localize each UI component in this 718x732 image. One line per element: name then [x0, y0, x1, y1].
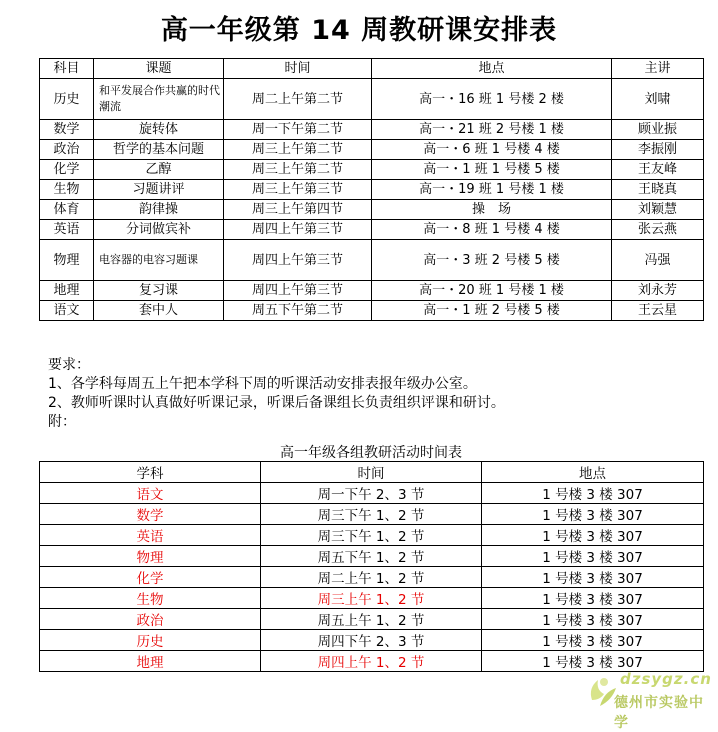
- place-cell: 1 号楼 3 楼 307: [482, 483, 704, 504]
- subject-cell: 历史: [40, 630, 261, 651]
- speaker-cell: 张云燕: [612, 220, 704, 240]
- topic-cell: 旋转体: [94, 120, 224, 140]
- subject-cell: 化学: [40, 567, 261, 588]
- speaker-cell: 刘颖慧: [612, 200, 704, 220]
- requirements: [48, 356, 688, 432]
- schedule-row: [40, 281, 704, 301]
- activity-row: [40, 525, 704, 546]
- schedule-row: [40, 301, 704, 321]
- speaker-cell: 顾业振: [612, 120, 704, 140]
- place-cell: 高一・6 班 1 号楼 4 楼: [372, 140, 612, 160]
- subject-cell: 生物: [40, 588, 261, 609]
- place-cell: 1 号楼 3 楼 307: [482, 546, 704, 567]
- header-topic: 课题: [94, 59, 224, 79]
- subject-cell: 物理: [40, 546, 261, 567]
- place-cell: 1 号楼 3 楼 307: [482, 567, 704, 588]
- time-cell: 周五下午 1、2 节: [261, 546, 482, 567]
- activity-row: [40, 609, 704, 630]
- schedule-row: [40, 160, 704, 180]
- header-place: 地点: [372, 59, 612, 79]
- activity-row: [40, 546, 704, 567]
- activity-row: [40, 588, 704, 609]
- place-cell: 高一・19 班 1 号楼 1 楼: [372, 180, 612, 200]
- place-cell: 高一・21 班 2 号楼 1 楼: [372, 120, 612, 140]
- time-cell: 周四上午第三节: [224, 281, 372, 301]
- speaker-cell: 李振刚: [612, 140, 704, 160]
- place-cell: 1 号楼 3 楼 307: [482, 525, 704, 546]
- time-cell: 周二上午第二节: [224, 79, 372, 120]
- speaker-cell: 王友峰: [612, 160, 704, 180]
- place-cell: 1 号楼 3 楼 307: [482, 651, 704, 672]
- place-cell: 1 号楼 3 楼 307: [482, 504, 704, 525]
- header-speaker: 主讲: [612, 59, 704, 79]
- subject-cell: 地理: [40, 651, 261, 672]
- subject-cell: 化学: [40, 160, 94, 180]
- schedule-table: [39, 58, 704, 321]
- time-cell: 周四上午第三节: [224, 240, 372, 281]
- activity-table: [39, 461, 704, 672]
- schedule-row: [40, 180, 704, 200]
- place-cell: 高一・1 班 2 号楼 5 楼: [372, 301, 612, 321]
- place-cell: 高一・1 班 1 号楼 5 楼: [372, 160, 612, 180]
- schedule-header-row: [40, 59, 704, 79]
- header-time: 时间: [261, 462, 482, 483]
- time-cell: 周四上午第三节: [224, 220, 372, 240]
- time-cell: 周二上午 1、2 节: [261, 567, 482, 588]
- appendix-label: 附：: [48, 414, 76, 430]
- topic-cell: 习题讲评: [94, 180, 224, 200]
- schedule-row: [40, 200, 704, 220]
- header-time: 时间: [224, 59, 372, 79]
- topic-cell: 分词做宾补: [94, 220, 224, 240]
- activity-row: [40, 504, 704, 525]
- activity-row: [40, 567, 704, 588]
- schedule-row: [40, 220, 704, 240]
- requirement-item: 2、教师听课时认真做好听课记录，听课后备课组长负责组织评课和研讨。: [48, 395, 505, 411]
- watermark-url: dzsygz.cn: [620, 670, 712, 688]
- subject-cell: 英语: [40, 525, 261, 546]
- watermark: [584, 668, 714, 731]
- speaker-cell: 刘啸: [612, 79, 704, 120]
- place-cell: 1 号楼 3 楼 307: [482, 609, 704, 630]
- topic-cell: 复习课: [94, 281, 224, 301]
- subject-cell: 历史: [40, 79, 94, 120]
- activity-row: [40, 630, 704, 651]
- speaker-cell: 王云星: [612, 301, 704, 321]
- time-cell: 周三下午 1、2 节: [261, 525, 482, 546]
- place-cell: 1 号楼 3 楼 307: [482, 630, 704, 651]
- speaker-cell: 王晓真: [612, 180, 704, 200]
- subject-cell: 生物: [40, 180, 94, 200]
- header-place: 地点: [482, 462, 704, 483]
- subject-cell: 英语: [40, 220, 94, 240]
- time-cell: 周一下午第二节: [224, 120, 372, 140]
- requirements-heading: 要求：: [48, 357, 90, 373]
- subject-cell: 语文: [40, 301, 94, 321]
- subject-cell: 体育: [40, 200, 94, 220]
- topic-cell: 和平发展合作共赢的时代潮流: [94, 79, 224, 120]
- time-cell: 周四上午 1、2 节: [261, 651, 482, 672]
- page-title: 高一年级第 14 周教研课安排表: [160, 15, 558, 46]
- place-cell: 操 场: [372, 200, 612, 220]
- requirement-item: 1、各学科每周五上午把本学科下周的听课活动安排表报年级办公室。: [48, 376, 477, 392]
- subject-cell: 地理: [40, 281, 94, 301]
- time-cell: 周三上午第二节: [224, 160, 372, 180]
- topic-cell: 套中人: [94, 301, 224, 321]
- time-cell: 周三上午第三节: [224, 180, 372, 200]
- schedule-row: [40, 240, 704, 281]
- schedule-row: [40, 120, 704, 140]
- time-cell: 周五上午 1、2 节: [261, 609, 482, 630]
- time-cell: 周五下午第二节: [224, 301, 372, 321]
- watermark-school-name: 德州市实验中学: [614, 695, 704, 731]
- time-cell: 周一下午 2、3 节: [261, 483, 482, 504]
- time-cell: 周三上午 1、2 节: [261, 588, 482, 609]
- speaker-cell: 刘永芳: [612, 281, 704, 301]
- place-cell: 高一・8 班 1 号楼 4 楼: [372, 220, 612, 240]
- header-subject: 科目: [40, 59, 94, 79]
- place-cell: 高一・3 班 2 号楼 5 楼: [372, 240, 612, 281]
- subject-cell: 物理: [40, 240, 94, 281]
- subject-cell: 数学: [40, 504, 261, 525]
- subject-cell: 数学: [40, 120, 94, 140]
- activity-row: [40, 483, 704, 504]
- schedule-row: [40, 79, 704, 120]
- subject-cell: 政治: [40, 609, 261, 630]
- topic-cell: 电容器的电容习题课: [94, 240, 224, 281]
- speaker-cell: 冯强: [612, 240, 704, 281]
- time-cell: 周三上午第四节: [224, 200, 372, 220]
- topic-cell: 哲学的基本问题: [94, 140, 224, 160]
- place-cell: 1 号楼 3 楼 307: [482, 588, 704, 609]
- activity-header-row: [40, 462, 704, 483]
- header-subject: 学科: [40, 462, 261, 483]
- topic-cell: 乙醇: [94, 160, 224, 180]
- time-cell: 周三上午第二节: [224, 140, 372, 160]
- time-cell: 周四下午 2、3 节: [261, 630, 482, 651]
- time-cell: 周三下午 1、2 节: [261, 504, 482, 525]
- topic-cell: 韵律操: [94, 200, 224, 220]
- place-cell: 高一・16 班 1 号楼 2 楼: [372, 79, 612, 120]
- subject-cell: 语文: [40, 483, 261, 504]
- subject-cell: 政治: [40, 140, 94, 160]
- activity-table-title: 高一年级各组教研活动时间表: [280, 445, 462, 461]
- place-cell: 高一・20 班 1 号楼 1 楼: [372, 281, 612, 301]
- schedule-row: [40, 140, 704, 160]
